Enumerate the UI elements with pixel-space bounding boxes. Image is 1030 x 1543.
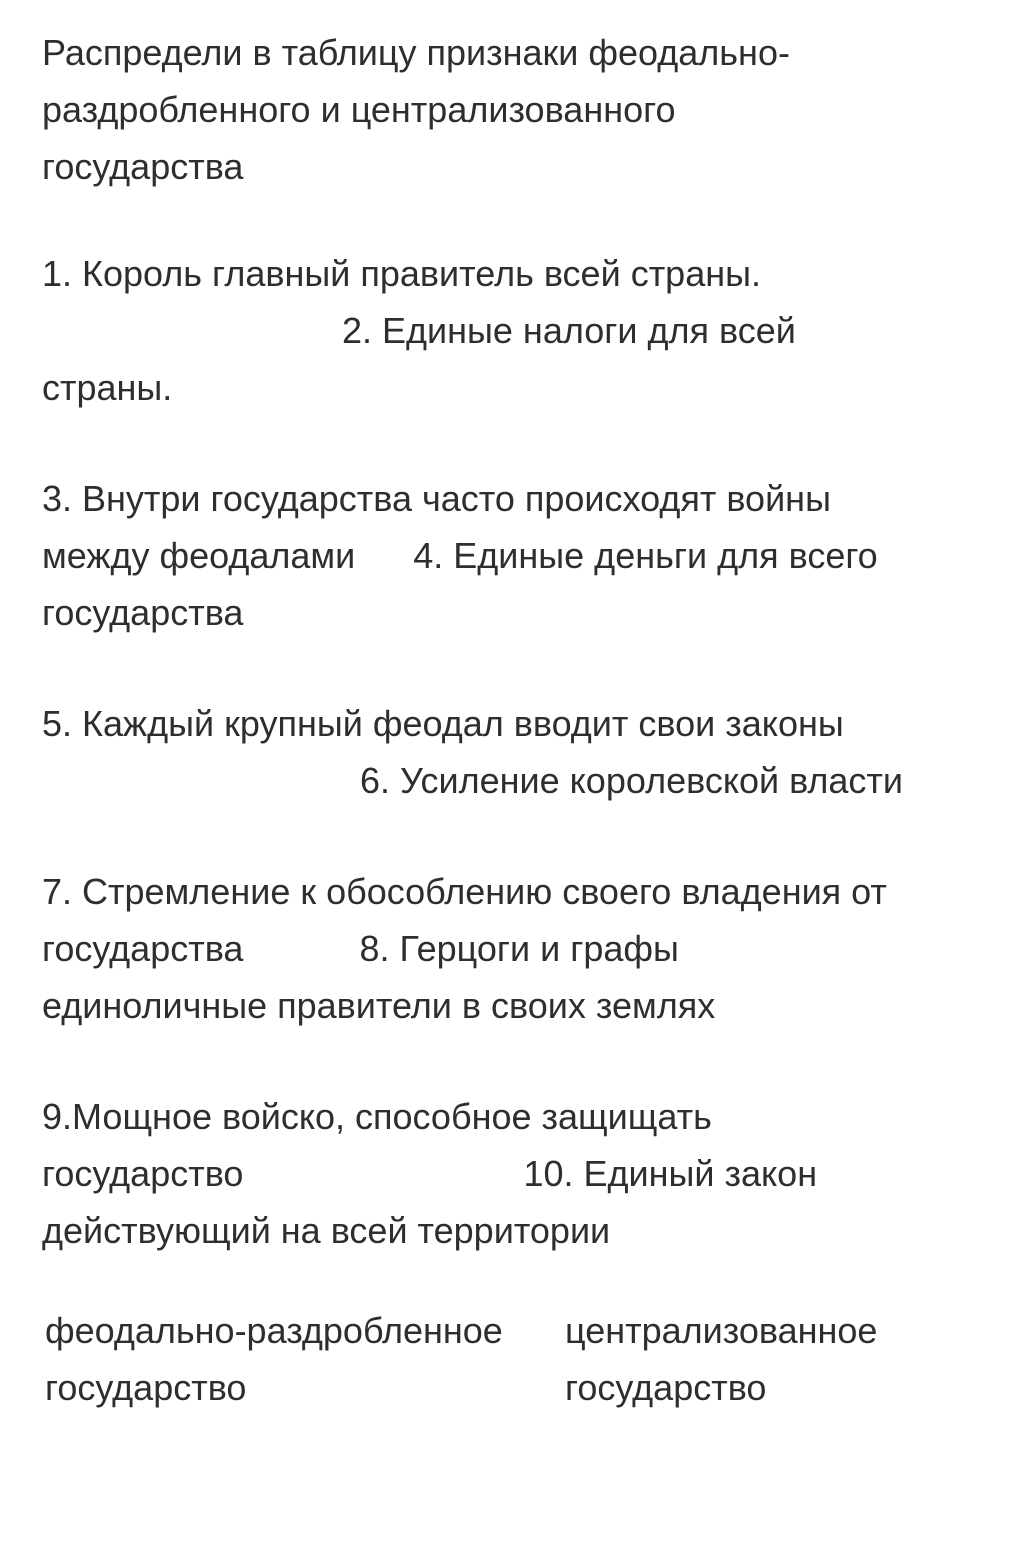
title-line-3: государства: [42, 146, 244, 187]
item-5: 5. Каждый крупный феодал вводит свои законы: [42, 703, 844, 744]
item-8-part-2: единоличные правители в своих землях: [42, 985, 716, 1026]
item-9-part-2: государство: [42, 1153, 244, 1194]
item-10-part-1: 10. Единый закон: [523, 1153, 818, 1194]
item-7-part-2: государства: [42, 928, 244, 969]
item-8-part-1: 8. Герцоги и графы: [359, 928, 679, 969]
item-2-part-1: 2. Единые налоги для всей: [342, 310, 796, 351]
item-7-part-1: 7. Стремление к обособлению своего владения от: [42, 871, 887, 912]
table-column-centralized: [565, 1302, 965, 1416]
title-line-2: раздробленного и централизованного: [42, 89, 676, 130]
column-centralized-line-1: централизованное: [565, 1310, 878, 1351]
title-line-1: Распредели в таблицу признаки феодально-: [42, 32, 790, 73]
item-9-part-1: 9.Мощное войско, способное защищать: [42, 1096, 712, 1137]
items-1-2: [42, 245, 992, 416]
item-4-part-2: государства: [42, 592, 244, 633]
item-4-part-1: 4. Единые деньги для всего: [413, 535, 878, 576]
item-2-part-2: страны.: [42, 367, 173, 408]
table-column-feudal: [45, 1302, 565, 1416]
item-3-part-1: 3. Внутри государства часто происходят войны: [42, 478, 831, 519]
classification-table-header: [45, 1302, 965, 1416]
task-title: [42, 24, 992, 195]
items-9-10: [42, 1088, 992, 1259]
column-feudal-line-1: феодально-раздробленное: [45, 1310, 503, 1351]
items-5-6: [42, 695, 992, 809]
item-6: 6. Усиление королевской власти: [360, 760, 904, 801]
items-7-8: [42, 863, 992, 1034]
item-1: 1. Король главный правитель всей страны.: [42, 253, 761, 294]
items-3-4: [42, 470, 992, 641]
task-document: [42, 24, 992, 1259]
item-3-part-2: между феодалами: [42, 535, 356, 576]
column-centralized-line-2: государство: [565, 1367, 767, 1408]
column-feudal-line-2: государство: [45, 1367, 247, 1408]
item-10-part-2: действующий на всей территории: [42, 1210, 611, 1251]
